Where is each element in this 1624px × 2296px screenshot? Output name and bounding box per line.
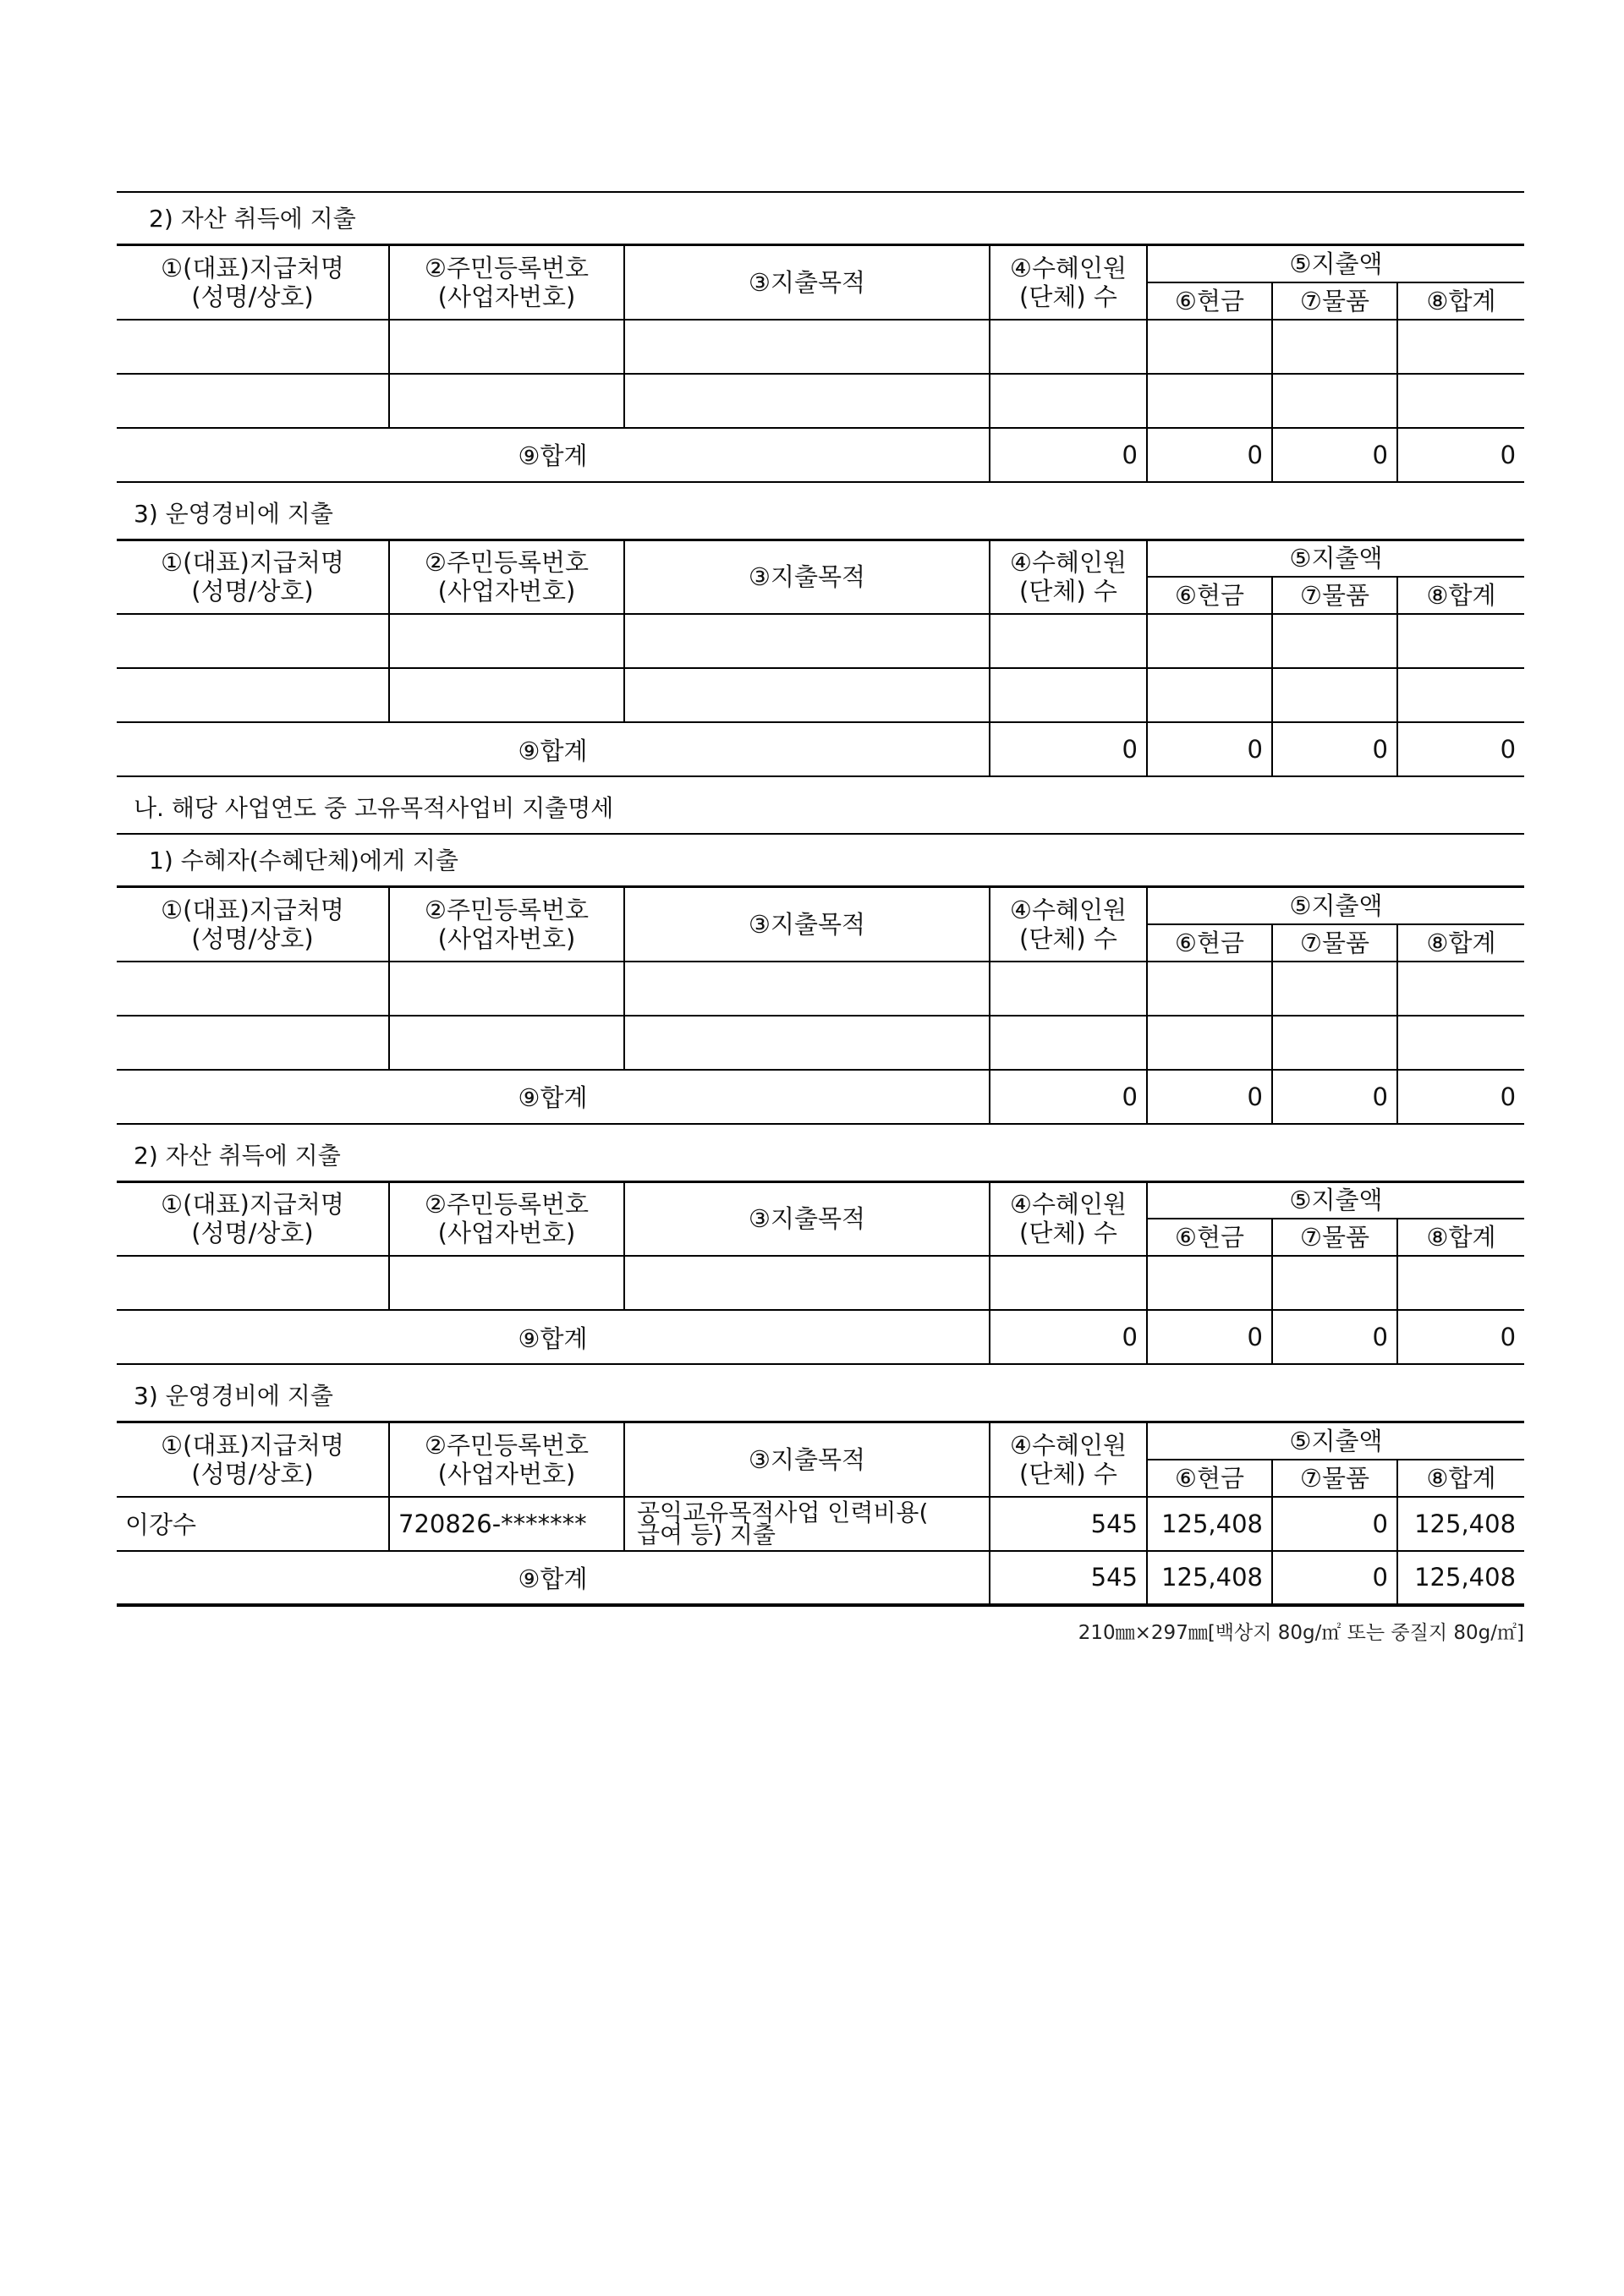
header-recipients: ④수혜인원 (단체) 수 [990,1181,1147,1256]
table-recipients [117,885,1524,1125]
total-sum: 0 [1397,1310,1524,1364]
header-recipients: ④수혜인원 (단체) 수 [990,887,1147,962]
table-row [117,614,1524,668]
table-row [117,1016,1524,1070]
header-cash: ⑥현금 [1147,924,1272,962]
header-regno: ②주민등록번호 (사업자번호) [389,1422,624,1497]
expenditure-statement-page [117,191,1524,1645]
header-recipients: ④수혜인원 (단체) 수 [990,245,1147,320]
header-sum: ⑧합계 [1397,282,1524,320]
table-row [117,962,1524,1016]
cell-regno: 720826-******* [389,1497,624,1551]
header-payee: ①(대표)지급처명 (성명/상호) [117,540,389,614]
header-regno: ②주민등록번호 (사업자번호) [389,1181,624,1256]
total-cash: 0 [1147,1070,1272,1124]
header-amount: ⑤지출액 [1147,887,1524,924]
table-row [117,668,1524,722]
total-cash: 125,408 [1147,1551,1272,1605]
header-sum: ⑧합계 [1397,1219,1524,1256]
total-cash: 0 [1147,428,1272,482]
header-amount: ⑤지출액 [1147,245,1524,282]
total-row [117,1551,1524,1605]
cell-purpose: 공익교유목적사업 인력비용( 급여 등) 지출 [624,1497,990,1551]
total-recipients: 0 [990,428,1147,482]
header-cash: ⑥현금 [1147,1460,1272,1497]
total-recipients: 0 [990,1310,1147,1364]
total-label: ⑨합계 [117,1310,990,1364]
cell-goods: 0 [1272,1497,1397,1551]
header-goods: ⑦물품 [1272,1219,1397,1256]
header-recipients: ④수혜인원 (단체) 수 [990,540,1147,614]
total-sum: 0 [1397,1070,1524,1124]
table-operating-expenses [117,539,1524,778]
total-recipients: 0 [990,1070,1147,1124]
table-row [117,1256,1524,1310]
table-asset-acquisition-2 [117,1181,1524,1366]
total-goods: 0 [1272,428,1397,482]
group-title-operating-expenses-2: 3) 운영경비에 지출 [134,1382,333,1410]
total-goods: 0 [1272,722,1397,776]
total-sum: 0 [1397,428,1524,482]
header-regno: ②주민등록번호 (사업자번호) [389,245,624,320]
header-payee: ①(대표)지급처명 (성명/상호) [117,245,389,320]
header-purpose: ③지출목적 [624,1181,990,1256]
header-purpose: ③지출목적 [624,245,990,320]
table-row [117,374,1524,428]
header-cash: ⑥현금 [1147,577,1272,614]
header-payee: ①(대표)지급처명 (성명/상호) [117,1181,389,1256]
cell-payee: 이강수 [117,1497,389,1551]
header-sum: ⑧합계 [1397,577,1524,614]
header-goods: ⑦물품 [1272,1460,1397,1497]
total-goods: 0 [1272,1551,1397,1605]
total-row [117,722,1524,776]
table-operating-expenses-2 [117,1421,1524,1607]
group-title-asset-acquisition: 2) 자산 취득에 지출 [117,191,1524,244]
total-cash: 0 [1147,1310,1272,1364]
header-purpose: ③지출목적 [624,887,990,962]
table-row [117,320,1524,374]
total-label: ⑨합계 [117,428,990,482]
header-cash: ⑥현금 [1147,282,1272,320]
total-goods: 0 [1272,1070,1397,1124]
total-row [117,1310,1524,1364]
header-regno: ②주민등록번호 (사업자번호) [389,887,624,962]
header-purpose: ③지출목적 [624,540,990,614]
header-purpose: ③지출목적 [624,1422,990,1497]
cell-recipients: 545 [990,1497,1147,1551]
header-amount: ⑤지출액 [1147,1422,1524,1460]
header-goods: ⑦물품 [1272,282,1397,320]
header-recipients: ④수혜인원 (단체) 수 [990,1422,1147,1497]
header-sum: ⑧합계 [1397,924,1524,962]
total-label: ⑨합계 [117,722,990,776]
total-recipients: 0 [990,722,1147,776]
total-row [117,1070,1524,1124]
total-cash: 0 [1147,722,1272,776]
group-title-asset-acquisition-2: 2) 자산 취득에 지출 [134,1141,341,1170]
total-recipients: 545 [990,1551,1147,1605]
cell-sum: 125,408 [1397,1497,1524,1551]
table-asset-acquisition [117,244,1524,483]
total-sum: 0 [1397,722,1524,776]
total-row [117,428,1524,482]
header-goods: ⑦물품 [1272,924,1397,962]
header-goods: ⑦물품 [1272,577,1397,614]
header-regno: ②주민등록번호 (사업자번호) [389,540,624,614]
header-sum: ⑧합계 [1397,1460,1524,1497]
group-title-operating-expenses: 3) 운영경비에 지출 [134,499,333,528]
cell-cash: 125,408 [1147,1497,1272,1551]
group-title-recipients: 1) 수혜자(수혜단체)에게 지출 [117,833,1524,885]
section-title-na: 나. 해당 사업연도 중 고유목적사업비 지출명세 [134,794,614,822]
paper-spec-footnote: 210㎜×297㎜[백상지 80g/㎡ 또는 중질지 80g/㎡] [1078,1621,1524,1644]
table-row [117,1497,1524,1551]
total-goods: 0 [1272,1310,1397,1364]
header-payee: ①(대표)지급처명 (성명/상호) [117,887,389,962]
header-amount: ⑤지출액 [1147,1181,1524,1219]
header-payee: ①(대표)지급처명 (성명/상호) [117,1422,389,1497]
header-cash: ⑥현금 [1147,1219,1272,1256]
total-label: ⑨합계 [117,1070,990,1124]
total-sum: 125,408 [1397,1551,1524,1605]
total-label: ⑨합계 [117,1551,990,1605]
header-amount: ⑤지출액 [1147,540,1524,577]
